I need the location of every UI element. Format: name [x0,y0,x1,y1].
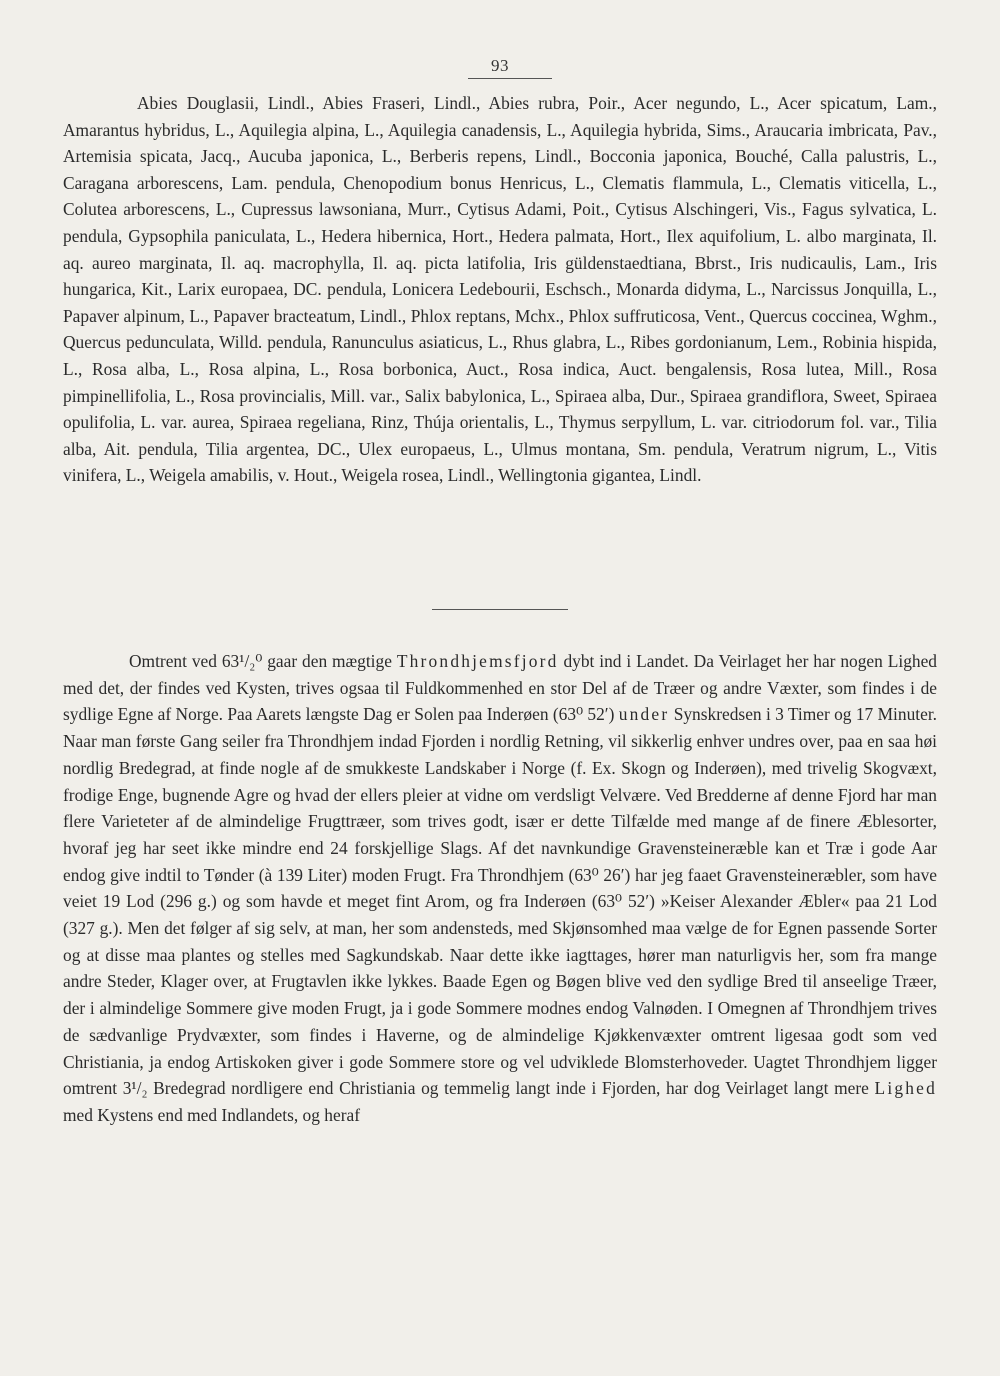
main-text-part-1: Omtrent ved 63¹/₂⁰ gaar den mægtige [129,651,397,671]
section-divider [432,609,568,610]
under-word-spaced: under [618,704,670,725]
main-text-part-2: dybt ind i Landet. Da Veirlaget her har nogen Lighed med det, der findes ved Kysten, trives ogsaa til Fuldkommenhed en stor Del af de Træer og andre Væxter, som findes i de sydlige Egne af Norge. Paa Aarets længste Dag er Solen paa Inderøen (63⁰ 52′) [63,651,937,725]
page-number: 93 [491,56,509,75]
main-text-part-4: med Kystens end med Indlandets, og heraf [63,1104,361,1125]
fjord-name-spaced: Throndhjemsfjord [396,651,559,671]
lighed-word-spaced: Lighed [874,1078,937,1099]
species-list-paragraph: Abies Douglasii, Lindl., Abies Fraseri, Lindl., Abies rubra, Poir., Acer negundo, L., Acer spicatum, Lam., Amarantus hybridus, L., Aquilegia alpina, L., Aquilegia canadensis, L., Aquilegia hybrida, Sims., Araucaria imbricata, Pav., Artemisia spicata, Jacq., Aucuba japonica, L., Berberis repens, Lindl., Bocconia japonica, Bouché, Calla palustris, L., Caragana arborescens, Lam. pendula, Chenopodium bonus Henricus, L., Clematis flammula, L., Clematis viticella, L., Colutea arborescens, L., Cupressus lawsoniana, Murr., Cytisus Adami, Poit., Cytisus Alschingeri, Vis., Fagus sylvatica, L. pendula, Gypsophila paniculata, L., Hedera hibernica, Hort., Hedera palmata, Hort., Ilex aquifolium, L. albo marginata, Il. aq. aureo marginata, Il. aq. macrophylla, Il. aq. picta latifolia, Iris güldenstaedtiana, Bbrst., Iris nudicaulis, Lam., Iris hungarica, Kit., Larix europaea, DC. pendula, Lonicera Ledebourii, Eschsch., Monarda didyma, L., Narcissus Jonquilla, L., Papaver alpinum, L., Papaver bracteatum, Lindl., Phlox reptans, Mchx., Phlox suffruticosa, Vent., Quercus coccinea, Wghm., Quercus pedunculata, Willd. pendula, Ranunculus asiaticus, L., Rhus glabra, L., Ribes gordonianum, Lem., Robinia hispida, L., Rosa alba, L., Rosa alpina, L., Rosa borbonica, Auct., Rosa indica, Auct. bengalensis, Rosa lutea, Mill., Rosa pimpinellifolia, L., Rosa provincialis, Mill. var., Salix babylonica, L., Spiraea alba, Dur., Spiraea grandiflora, Sweet, Spiraea opulifolia, L. var. aurea, Spiraea regeliana, Rinz, Thúja orientalis, L., Thymus serpyllum, L. var. citriodorum fol. var., Tilia alba, Ait. pendula, Tilia argentea, DC., Ulex europaeus, L., Ulmus montana, Sm. pendula, Veratrum nigrum, L., Vitis vinifera, L., Weigela amabilis, v. Hout., Weigela rosea, Lindl., Wellingtonia gigantea, Lindl. [63,93,937,486]
header-rule [468,78,552,79]
main-paragraph [63,648,937,1129]
main-text-part-3: Synskredsen i 3 Timer og 17 Minuter. Naar man første Gang seiler fra Throndhjem indad Fjorden i nordlig Retning, vil sikkerlig enhver undres over, paa en saa høi nordlig Bredegrad, at finde nogle af de smukkeste Landskaber i Norge (f. Ex. Skogn og Inderøen), med trivelig Skogvæxt, frodige Enge, bugnende Agre og hvad der ellers pleier at vidne om verdsligt Velvære. Ved Bredderne af denne Fjord har man flere Varieteter af de almindelige Frugttræer, som trives godt, især er dette Tilfælde med mange af de finere Æblesorter, hvoraf jeg har seet ikke mindre end 24 forskjellige Slags. Af det navnkundige Gravensteineræble kan et Træ i gode Aar endog give indtil to Tønder (à 139 Liter) moden Frugt. Fra Throndhjem (63⁰ 26′) har jeg faaet Gravensteineræbler, som have veiet 19 Lod (296 g.) og som havde et meget fint Arom, og fra Inderøen (63⁰ 52′) »Keiser Alexander Æbler« paa 21 Lod (327 g.). Men det følger af sig selv, at man, her som andensteds, med Skjønsomhed maa vælge de for Egnen passende Sorter og at disse maa plantes og stelles med Sagkundskab. Naar dette ikke iagttages, hører man naturligvis her, som fra mange andre Steder, Klager over, at Frugtavlen ikke lykkes. Baade Egen og Bøgen blive ved den sydlige Bred til anseelige Træer, der i almindelige Sommere give moden Frugt, ja i gode Sommere modnes endog Valnøden. I Omegnen af Throndhjem trives de sædvanlige Prydvæxter, som findes i Haverne, og de almindelige Kjøkkenvæxter omtrent ligesaa godt som ved Christiania, ja endog Artiskoken giver i gode Sommere store og vel udviklede Blomsterhoveder. Uagtet Throndhjem ligger omtrent 3¹/₂ Bredegrad nordligere end Christiania og temmelig langt inde i Fjorden, har dog Veirlaget langt mere [63,704,937,1099]
